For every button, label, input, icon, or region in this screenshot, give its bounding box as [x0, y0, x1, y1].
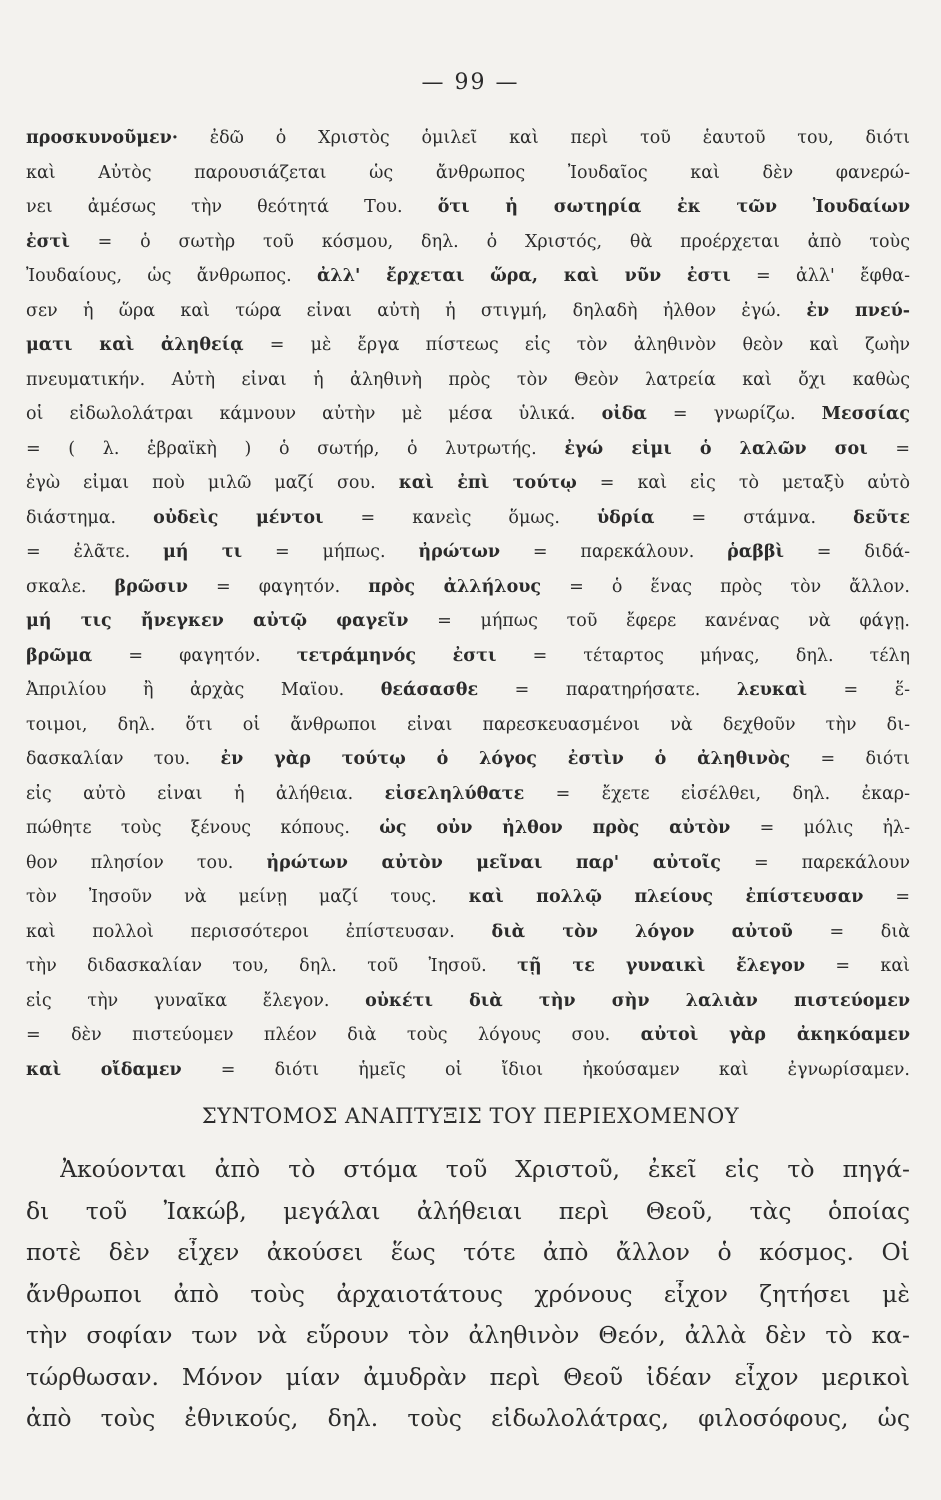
commentary-line	[26, 232, 910, 252]
commentary-line	[26, 749, 910, 769]
gloss-text: = φαγητόν.	[92, 645, 297, 666]
gloss-text: ἐγὼ εἶμαι ποὺ μιλῶ μαζί σου.	[26, 473, 399, 493]
gloss-text: = μήπως τοῦ ἔφερε κανένας νὰ φάγῃ.	[408, 611, 910, 631]
gloss-text: δασκαλίαν του.	[26, 749, 221, 769]
gloss-text: = παρατηρήσατε.	[478, 680, 737, 700]
gloss-text: = κανεὶς ὅμως.	[323, 507, 598, 528]
glossed-term: καὶ ἐπὶ τούτῳ	[398, 473, 577, 493]
commentary-line	[26, 508, 910, 528]
glossed-term: οἶδα	[601, 404, 647, 424]
glossed-term: μή τι	[162, 542, 243, 562]
summary-line: Ἀκούονται ἀπὸ τὸ στόμα τοῦ Χριστοῦ, ἐκεῖ εἰς τὸ πηγά-	[60, 1155, 910, 1183]
commentary-line	[26, 922, 910, 942]
commentary-line	[26, 266, 910, 286]
glossed-term: δεῦτε	[853, 507, 910, 528]
glossed-term: ματι καὶ ἀληθείᾳ	[26, 335, 244, 355]
glossed-term: προσκυνοῦμεν·	[26, 128, 178, 148]
gloss-text: πνευματικήν. Αὐτὴ εἶναι ἡ ἀληθινὴ πρὸς τὸν Θεὸν λατρεία καὶ ὄχι καθὼς	[26, 369, 910, 390]
summary-line: ἄνθρωποι ἀπὸ τοὺς ἀρχαιοτάτους χρόνους εἶχον ζητήσει μὲ	[26, 1279, 910, 1308]
page-number: — 99 —	[421, 70, 520, 95]
commentary-line	[26, 301, 910, 321]
glossed-term: αὐτοὶ γὰρ ἀκηκόαμεν	[640, 1025, 910, 1045]
commentary-line	[26, 646, 910, 666]
glossed-term: τετράμηνός ἐστι	[296, 645, 497, 666]
gloss-text: σκαλε.	[26, 576, 115, 597]
gloss-text: = στάμνα.	[654, 507, 854, 528]
gloss-text: =	[863, 887, 910, 907]
gloss-text: =	[867, 438, 910, 459]
glossed-term: Μεσσίας	[821, 404, 910, 424]
commentary-line	[26, 715, 910, 735]
gloss-text: = ὁ ἕνας πρὸς τὸν ἄλλον.	[541, 576, 910, 597]
commentary-line	[26, 1060, 910, 1080]
commentary-line	[26, 887, 910, 907]
commentary-line	[26, 335, 910, 355]
gloss-text: = ἕ-	[806, 680, 910, 700]
glossed-term: οὐκέτι διὰ τὴν σὴν λαλιὰν πιστεύομεν	[365, 990, 910, 1011]
summary-line: τὴν σοφίαν των νὰ εὕρουν τὸν ἀληθινὸν Θεόν, ἀλλὰ δὲν τὸ κα-	[26, 1321, 910, 1349]
commentary-line	[26, 784, 910, 804]
gloss-text: τὴν διδασκαλίαν του, δηλ. τοῦ Ἰησοῦ.	[26, 956, 518, 976]
glossed-term: ὅτι ἡ σωτηρία ἐκ τῶν Ἰουδαίων	[437, 197, 910, 217]
commentary-line	[26, 1025, 910, 1045]
gloss-text: = καὶ εἰς τὸ μεταξὺ αὐτὸ	[576, 473, 910, 493]
commentary-line	[26, 611, 910, 631]
gloss-text: = γνωρίζω.	[646, 404, 822, 424]
gloss-text: νει ἀμέσως τὴν θεότητά Του.	[26, 197, 438, 217]
commentary-line	[26, 370, 910, 390]
gloss-text: διάστημα.	[26, 507, 154, 528]
glossed-term: ἀλλ' ἔρχεται ὥρα, καὶ νῦν ἐστι	[316, 266, 731, 286]
gloss-text: σεν ἡ ὥρα καὶ τώρα εἶναι αὐτὴ ἡ στιγμή, δηλαδὴ ἦλθον ἐγώ.	[26, 300, 807, 321]
glossed-term: βρῶσιν	[114, 576, 188, 597]
gloss-text: = παρεκάλουν	[720, 852, 910, 873]
gloss-text: = ὁ σωτὴρ τοῦ κόσμου, δηλ. ὁ Χριστός, θὰ προέρχεται ἀπὸ τοὺς	[69, 231, 910, 252]
gloss-text: τὸν Ἰησοῦν νὰ μείνῃ μαζί τους.	[26, 887, 469, 907]
gloss-text: = διότι	[790, 749, 910, 769]
section-heading: ΣΥΝΤΟΜΟΣ ΑΝΑΠΤΥΞΙΣ ΤΟΥ ΠΕΡΙΕΧΟΜΕΝΟΥ	[201, 1104, 740, 1128]
gloss-text: ἐδῶ ὁ Χριστὸς ὁμιλεῖ καὶ περὶ τοῦ ἑαυτοῦ του, διότι	[177, 128, 910, 148]
gloss-text: τοιμοι, δηλ. ὅτι οἱ ἄνθρωποι εἶναι παρεσκευασμένοι νὰ δεχθοῦν τὴν δι-	[26, 714, 910, 735]
commentary-line	[26, 128, 910, 148]
gloss-text: = δὲν πιστεύομεν πλέον διὰ τοὺς λόγους σου.	[26, 1025, 641, 1045]
gloss-text: Ἰουδαίους, ὡς ἄνθρωπος.	[26, 266, 317, 286]
glossed-term: καὶ οἴδαμεν	[26, 1059, 182, 1080]
glossed-term: οὐδεὶς μέντοι	[153, 507, 324, 528]
commentary-line	[26, 542, 910, 562]
glossed-term: διὰ τὸν λόγον αὐτοῦ	[491, 921, 793, 942]
gloss-text: = μόλις ἦλ-	[730, 818, 910, 838]
commentary-line	[26, 197, 910, 217]
glossed-term: τῇ τε γυναικὶ ἔλεγον	[517, 956, 805, 976]
summary-line: τώρθωσαν. Μόνον μίαν ἀμυδρὰν περὶ Θεοῦ ἰδέαν εἶχον μερικοὶ	[26, 1362, 910, 1391]
glossed-term: ἐγώ εἰμι ὁ λαλῶν σοι	[564, 438, 868, 459]
gloss-text: = μὲ ἔργα πίστεως εἰς τὸν ἀληθινὸν θεὸν καὶ ζωὴν	[243, 335, 910, 355]
summary-line: ποτὲ δὲν εἶχεν ἀκούσει ἕως τότε ἀπὸ ἄλλον ὁ κόσμος. Οἱ	[26, 1238, 910, 1266]
gloss-text: = καὶ	[804, 956, 910, 976]
glossed-term: ἠρώτων	[418, 542, 500, 562]
commentary-line	[26, 818, 910, 838]
commentary-line	[26, 439, 910, 459]
glossed-term: ἐν πνεύ-	[806, 300, 910, 321]
commentary-line	[26, 473, 910, 493]
gloss-text: = διὰ	[792, 921, 910, 942]
gloss-text: πώθητε τοὺς ξένους κόπους.	[26, 818, 380, 838]
gloss-text: εἰς τὴν γυναῖκα ἔλεγον.	[26, 990, 366, 1011]
gloss-text: θον πλησίον του.	[26, 852, 267, 873]
commentary-line	[26, 991, 910, 1011]
gloss-text: = τέταρτος μήνας, δηλ. τέλη	[496, 645, 910, 666]
glossed-term: εἰσεληλύθατε	[384, 783, 525, 804]
glossed-term: βρῶμα	[26, 645, 93, 666]
gloss-text: εἰς αὐτὸ εἶναι ἡ ἀλήθεια.	[26, 783, 385, 804]
glossed-term: ὑδρία	[597, 507, 655, 528]
glossed-term: ἐν γὰρ τούτῳ ὁ λόγος ἐστὶν ὁ ἀληθινὸς	[220, 749, 791, 769]
gloss-text: = παρεκάλουν.	[500, 542, 728, 562]
summary-line: δι τοῦ Ἰακώβ, μεγάλαι ἀλήθειαι περὶ Θεοῦ, τὰς ὁποίας	[26, 1196, 910, 1225]
glossed-term: ὡς οὖν ἦλθον πρὸς αὐτὸν	[379, 818, 731, 838]
gloss-text: = φαγητόν.	[187, 576, 369, 597]
glossed-term: καὶ πολλῷ πλείους ἐπίστευσαν	[468, 887, 864, 907]
gloss-text: = ἐλᾶτε.	[26, 542, 163, 562]
glossed-term: ῥαββὶ	[727, 542, 784, 562]
commentary-line	[26, 577, 910, 597]
glossed-term: ἐστὶ	[26, 231, 70, 252]
gloss-text: καὶ Αὐτὸς παρουσιάζεται ὡς ἄνθρωπος Ἰουδαῖος καὶ δὲν φανερώ-	[26, 162, 910, 183]
glossed-term: λευκαὶ	[736, 680, 807, 700]
gloss-text: = διότι ἡμεῖς οἱ ἴδιοι ἠκούσαμεν καὶ ἐγνωρίσαμεν.	[181, 1059, 910, 1080]
commentary-line	[26, 163, 910, 183]
gloss-text: οἱ εἰδωλολάτραι κάμνουν αὐτὴν μὲ μέσα ὑλικά.	[26, 404, 602, 424]
commentary-line	[26, 853, 910, 873]
glossed-term: θεάσασθε	[380, 680, 479, 700]
gloss-text: καὶ πολλοὶ περισσότεροι ἐπίστευσαν.	[26, 921, 492, 942]
commentary-line	[26, 680, 910, 700]
gloss-text: = μήπως.	[242, 542, 419, 562]
gloss-text: = ἀλλ' ἔφθα-	[730, 266, 910, 286]
gloss-text: Ἀπριλίου ἢ ἀρχὰς Μαΐου.	[26, 680, 381, 700]
commentary-line	[26, 956, 910, 976]
gloss-text: = ἔχετε εἰσέλθει, δηλ. ἐκαρ-	[524, 783, 910, 804]
summary-line: ἀπὸ τοὺς ἐθνικούς, δηλ. τοὺς εἰδωλολάτρας, φιλοσόφους, ὡς	[26, 1404, 910, 1432]
commentary-line	[26, 404, 910, 424]
glossed-term: ἠρώτων αὐτὸν μεῖναι παρ' αὐτοῖς	[266, 852, 721, 873]
glossed-term: πρὸς ἀλλήλους	[368, 576, 542, 597]
gloss-text: = ( λ. ἑβραϊκὴ ) ὁ σωτήρ, ὁ λυτρωτής.	[26, 438, 565, 459]
gloss-text: = διδά-	[783, 542, 910, 562]
glossed-term: μή τις ἤνεγκεν αὐτῷ φαγεῖν	[26, 611, 409, 631]
